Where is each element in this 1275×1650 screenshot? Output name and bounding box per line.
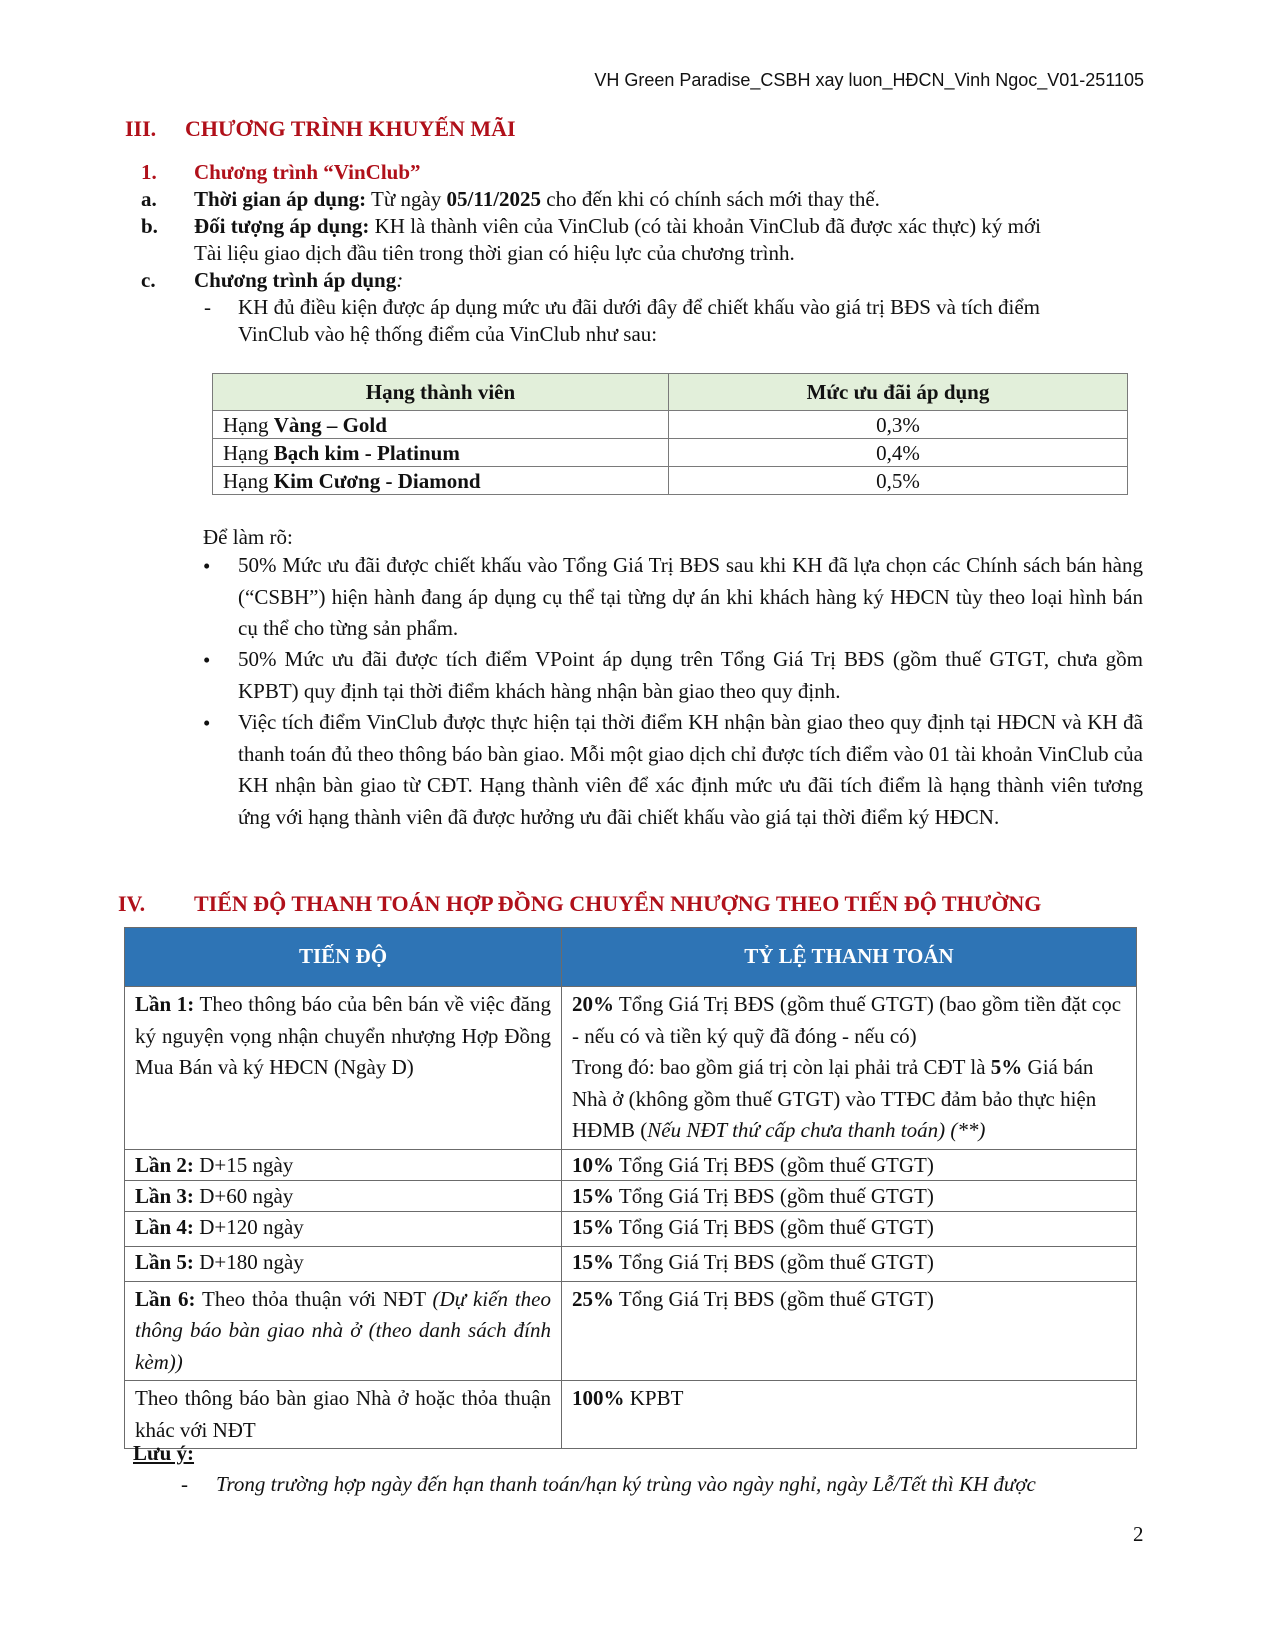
bullet-icon: • (203, 648, 211, 672)
payment-schedule-table (124, 927, 1137, 1449)
payment-cell (562, 1211, 1137, 1246)
payment-text: Tổng Giá Trị BĐS (gồm thuế GTGT) (bao gồm tiền đặt cọc - nếu có và tiền ký quỹ đã đóng - nếu có) (572, 992, 1122, 1048)
tier-name-cell (213, 411, 669, 439)
tier-rate: 0,4% (669, 439, 1128, 467)
tier-header-rate: Mức ưu đãi áp dụng (669, 374, 1128, 411)
tier-name-cell (213, 467, 669, 495)
table-row (213, 467, 1128, 495)
stage-label: Lần 4: (135, 1214, 194, 1239)
item-c-heading (194, 267, 403, 294)
item-c-marker: c. (141, 268, 156, 292)
tier-rate: 0,5% (669, 467, 1128, 495)
payment-cell (562, 1381, 1137, 1449)
payment-text: Tổng Giá Trị BĐS (gồm thuế GTGT) (614, 1286, 934, 1311)
table-row (125, 1180, 1137, 1211)
item-b-marker: b. (141, 214, 158, 238)
item-c-text-line1: KH đủ điều kiện được áp dụng mức ưu đãi dưới đây để chiết khấu vào giá trị BĐS và tích điểm (238, 295, 1040, 319)
payment-cell (562, 1281, 1137, 1381)
item-b-line1 (194, 213, 1041, 240)
table-row (125, 1281, 1137, 1381)
item-a (194, 186, 880, 213)
item-b-text-line1: KH là thành viên của VinClub (có tài khoản VinClub đã được xác thực) ký mới (369, 214, 1041, 238)
program-title: Chương trình “VinClub” (194, 160, 421, 184)
table-row (125, 1381, 1137, 1449)
section-4-number: IV. (118, 891, 146, 916)
tier-table-header-row (213, 374, 1128, 411)
tier-name: Vàng – Gold (273, 412, 387, 437)
payment-percent: 25% (572, 1286, 614, 1311)
stage-cell (125, 1381, 562, 1449)
payment-sub-text-after: Giá bán Nhà ở (không gồm thuế GTGT) vào TTĐC đảm bảo thực hiện HĐMB ( (572, 1055, 1097, 1142)
stage-text: D+15 ngày (193, 1152, 294, 1177)
payment-percent: 15% (572, 1183, 614, 1208)
tier-name-cell (213, 439, 669, 467)
tier-name: Kim Cương - Diamond (273, 468, 481, 493)
item-a-text-before: Từ ngày (366, 187, 447, 211)
clarify-title: Để làm rõ: (203, 525, 293, 549)
item-b-text-line2: Tài liệu giao dịch đầu tiên trong thời gian có hiệu lực của chương trình. (194, 241, 795, 265)
clarify-bullet-1: 50% Mức ưu đãi được chiết khấu vào Tổng Giá Trị BĐS sau khi KH đã lựa chọn các Chính sách bán hàng (“CSBH”) hiện hành đang áp dụng cụ thể tại từng dự án khi khách hàng ký HĐCN tùy theo loại hình bán cụ thể cho từng sản phẩm. (238, 553, 1143, 640)
table-row (125, 1246, 1137, 1281)
tier-prefix: Hạng (223, 412, 274, 437)
page-number: 2 (1133, 1522, 1144, 1546)
payment-percent: 10% (572, 1152, 614, 1177)
table-row (213, 411, 1128, 439)
table-row (125, 1211, 1137, 1246)
stage-cell (125, 1149, 562, 1180)
stage-italic-note: (Dự kiến theo thông báo bàn giao nhà ở (theo danh sách đính kèm)) (135, 1286, 551, 1374)
payment-text: Tổng Giá Trị BĐS (gồm thuế GTGT) (614, 1214, 934, 1239)
payment-percent: 15% (572, 1249, 614, 1274)
stage-text: Theo thỏa thuận với NĐT (195, 1286, 433, 1311)
stage-label: Lần 3: (135, 1183, 194, 1208)
table-row (125, 1149, 1137, 1180)
section-3-number: III. (125, 116, 157, 141)
tier-prefix: Hạng (223, 440, 274, 465)
payment-text: Tổng Giá Trị BĐS (gồm thuế GTGT) (614, 1249, 934, 1274)
item-b-label: Đối tượng áp dụng: (194, 214, 370, 238)
bullet-icon: • (203, 711, 211, 735)
bullet-icon: • (203, 554, 211, 578)
section-4-title: TIẾN ĐỘ THANH TOÁN HỢP ĐỒNG CHUYỂN NHƯỢNG THEO TIẾN ĐỘ THƯỜNG (194, 891, 1042, 916)
item-c-label: Chương trình áp dụng (194, 268, 397, 292)
table-row (213, 439, 1128, 467)
stage-cell (125, 1180, 562, 1211)
note-text: Trong trường hợp ngày đến hạn thanh toán/hạn ký trùng vào ngày nghỉ, ngày Lễ/Tết thì KH được (216, 1472, 1036, 1496)
payment-sub-footnote: (**) (945, 1118, 986, 1142)
stage-label: Lần 2: (135, 1152, 194, 1177)
stage-text: D+120 ngày (193, 1214, 304, 1239)
table-row (125, 987, 1137, 1150)
payment-percent: 20% (572, 992, 614, 1016)
payment-main (572, 989, 1126, 1052)
item-c-text-line2: VinClub vào hệ thống điểm của VinClub như sau: (238, 322, 658, 346)
item-c-dash: - (204, 295, 211, 319)
stage-label: Lần 6: (135, 1286, 196, 1311)
stage-text: D+180 ngày (193, 1249, 304, 1274)
payment-sub-text: Trong đó: bao gồm giá trị còn lại phải trả CĐT là (572, 1055, 991, 1079)
payment-percent: 100% (572, 1386, 625, 1410)
stage-label: Lần 1: (135, 992, 195, 1016)
item-a-date: 05/11/2025 (446, 187, 542, 211)
tier-name: Bạch kim - Platinum (273, 440, 460, 465)
payment-header-rate: TỶ LỆ THANH TOÁN (562, 928, 1137, 987)
tier-header-rank: Hạng thành viên (213, 374, 669, 411)
stage-text: Theo thông báo bàn giao Nhà ở hoặc thỏa thuận khác với NĐT (135, 1386, 551, 1442)
item-c-colon: : (396, 268, 404, 292)
payment-cell (562, 1246, 1137, 1281)
stage-cell (125, 1246, 562, 1281)
clarify-bullet-2: 50% Mức ưu đãi được tích điểm VPoint áp dụng trên Tổng Giá Trị BĐS (gồm thuế GTGT, chưa gồm KPBT) quy định tại thời điểm khách hàng nhận bàn giao theo quy định. (238, 647, 1143, 703)
note-dash: - (181, 1472, 188, 1496)
payment-cell (562, 1180, 1137, 1211)
vinclub-tier-table (212, 373, 1128, 495)
document-header: VH Green Paradise_CSBH xay luon_HĐCN_Vinh Ngoc_V01-251105 (594, 70, 1144, 90)
program-number: 1. (141, 160, 157, 184)
clarify-bullet-3: Việc tích điểm VinClub được thực hiện tại thời điểm KH nhận bàn giao theo quy định tại HĐCN và KH đã thanh toán đủ theo thông báo bàn giao. Mỗi một giao dịch chỉ được tích điểm vào 01 tài khoản VinClub của KH nhận bàn giao từ CĐT. Hạng thành viên để xác định mức ưu đãi tích điểm là hạng thành viên tương ứng với hạng thành viên đã được hưởng ưu đãi chiết khấu vào giá tại thời điểm ký HĐCN. (238, 710, 1143, 829)
payment-sub (572, 1052, 1126, 1147)
stage-cell (125, 1211, 562, 1246)
note-title: Lưu ý: (133, 1441, 195, 1465)
payment-header-stage: TIẾN ĐỘ (125, 928, 562, 987)
payment-cell (562, 1149, 1137, 1180)
payment-sub-percent: 5% (990, 1055, 1023, 1079)
payment-text: Tổng Giá Trị BĐS (gồm thuế GTGT) (614, 1152, 934, 1177)
payment-percent: 15% (572, 1214, 614, 1239)
item-a-text-after: cho đến khi có chính sách mới thay thế. (541, 187, 880, 211)
payment-text: KPBT (624, 1386, 684, 1410)
stage-cell (125, 987, 562, 1150)
payment-sub-italic: Nếu NĐT thứ cấp chưa thanh toán) (647, 1118, 946, 1142)
payment-cell (562, 987, 1137, 1150)
tier-prefix: Hạng (223, 468, 274, 493)
item-a-label: Thời gian áp dụng: (194, 187, 367, 211)
payment-table-header-row (125, 928, 1137, 987)
section-3-title: CHƯƠNG TRÌNH KHUYẾN MÃI (185, 116, 516, 141)
tier-rate: 0,3% (669, 411, 1128, 439)
stage-text: Theo thông báo của bên bán về việc đăng ký nguyện vọng nhận chuyển nhượng Hợp Đồng Mua Bán và ký HĐCN (Ngày D) (135, 992, 551, 1079)
stage-text: D+60 ngày (193, 1183, 294, 1208)
payment-text: Tổng Giá Trị BĐS (gồm thuế GTGT) (614, 1183, 934, 1208)
stage-label: Lần 5: (135, 1249, 194, 1274)
stage-cell (125, 1281, 562, 1381)
item-a-marker: a. (141, 187, 157, 211)
